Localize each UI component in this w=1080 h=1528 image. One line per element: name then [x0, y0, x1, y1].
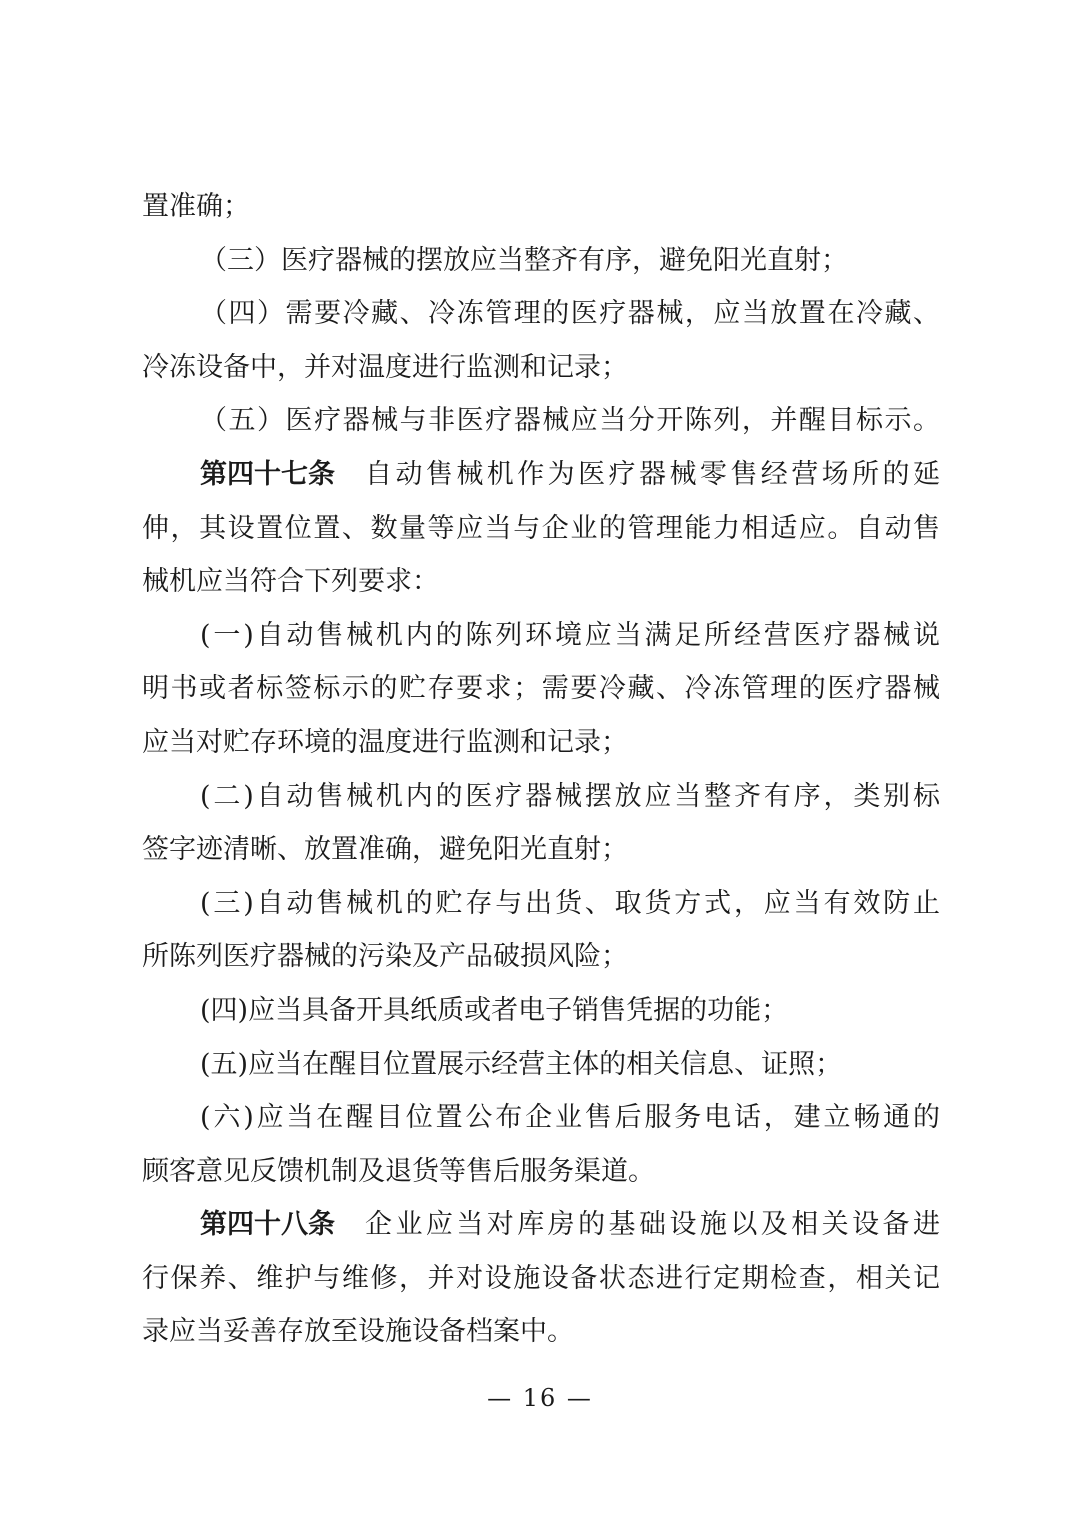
line-text: (五)应当在醒目位置展示经营主体的相关信息、证照；	[200, 1048, 843, 1080]
line-text: 置准确；	[142, 191, 250, 222]
text-line	[142, 1150, 940, 1204]
article-heading: 第四十八条	[200, 1209, 335, 1241]
line-text: (一)自动售械机内的陈列环境应当满足所经营医疗器械说	[200, 619, 940, 651]
document-body	[142, 185, 940, 1364]
line-text: (六)应当在醒目位置公布企业售后服务电话，建立畅通的	[200, 1102, 940, 1134]
line-text: （四）需要冷藏、冷冻管理的医疗器械，应当放置在冷藏、	[200, 298, 940, 330]
line-text: (三)自动售械机的贮存与出货、取货方式，应当有效防止	[200, 887, 940, 919]
text-line	[142, 989, 940, 1043]
line-text: 所陈列医疗器械的污染及产品破损风险；	[142, 941, 628, 973]
text-line	[142, 828, 940, 882]
text-line	[142, 560, 940, 614]
text-line	[142, 399, 940, 453]
text-line	[142, 775, 940, 829]
line-text: (二)自动售械机内的医疗器械摆放应当整齐有序，类别标	[200, 780, 940, 812]
text-line	[142, 935, 940, 989]
line-text: （三）医疗器械的摆放应当整齐有序，避免阳光直射；	[200, 244, 848, 276]
line-text: 械机应当符合下列要求：	[142, 566, 439, 598]
text-line	[142, 1096, 940, 1150]
text-line	[142, 614, 940, 668]
text-line	[142, 453, 940, 507]
text-line	[142, 1257, 940, 1311]
line-text: (四)应当具备开具纸质或者电子销售凭据的功能；	[200, 994, 789, 1026]
text-line	[142, 507, 940, 561]
line-text: 顾客意见反馈机制及退货等售后服务渠道。	[142, 1155, 655, 1187]
text-line	[142, 239, 940, 293]
page-number: — 16 —	[487, 1384, 593, 1412]
line-text: 明书或者标签标示的贮存要求；需要冷藏、冷冻管理的医疗器械	[142, 673, 940, 705]
text-line	[142, 1043, 940, 1097]
text-line	[142, 1203, 940, 1257]
line-text: 企业应当对库房的基础设施以及相关设备进	[365, 1209, 940, 1241]
text-line	[142, 667, 940, 721]
text-line	[142, 185, 940, 239]
line-text: 录应当妥善存放至设施设备档案中。	[142, 1316, 574, 1348]
line-text: 伸，其设置位置、数量等应当与企业的管理能力相适应。自动售	[142, 512, 940, 544]
line-text: 应当对贮存环境的温度进行监测和记录；	[142, 726, 628, 758]
article-heading: 第四十七条	[200, 458, 335, 490]
text-line	[142, 1310, 940, 1364]
line-text: 冷冻设备中，并对温度进行监测和记录；	[142, 351, 628, 383]
text-line	[142, 882, 940, 936]
line-text: 行保养、维护与维修，并对设施设备状态进行定期检查，相关记	[142, 1262, 940, 1294]
line-text: （五）医疗器械与非医疗器械应当分开陈列，并醒目标示。	[200, 405, 940, 437]
text-line	[142, 346, 940, 400]
text-line	[142, 721, 940, 775]
line-text: 自动售械机作为医疗器械零售经营场所的延	[365, 458, 940, 490]
text-line	[142, 292, 940, 346]
line-text: 签字迹清晰、放置准确，避免阳光直射；	[142, 834, 628, 866]
